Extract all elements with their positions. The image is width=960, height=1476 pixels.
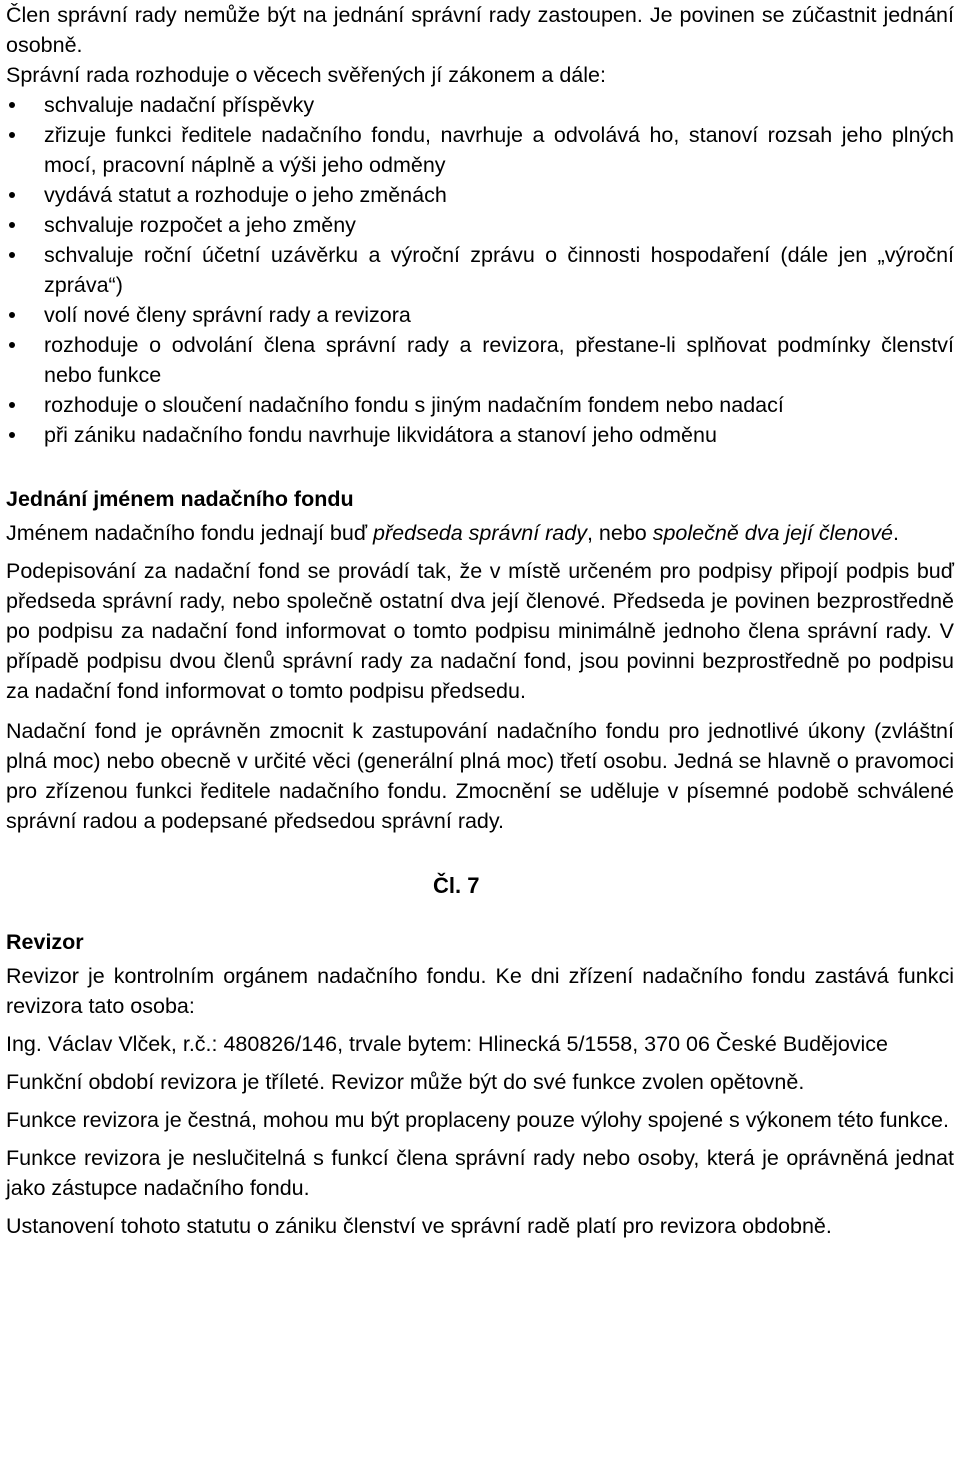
bullet-icon: [9, 252, 15, 258]
bullet-icon: [9, 132, 15, 138]
bullet-icon: [9, 312, 15, 318]
paragraph-revizor-role: Revizor je kontrolním orgánem nadačního fondu. Ke dni zřízení nadačního fondu zastává funkci revizora tato osoba:: [6, 964, 954, 1018]
list-item: rozhoduje o sloučení nadačního fondu s jiným nadačním fondem nebo nadací: [6, 390, 954, 420]
paragraph-board-intro: Správní rada rozhoduje o věcech svěřených jí zákonem a dále:: [6, 63, 606, 87]
paragraph-power-of-attorney: Nadační fond je oprávněn zmocnit k zastupování nadačního fondu pro jednotlivé úkony (zvláštní plná moc) nebo obecně v určité věci (generální plná moc) třetí osobu. Jedná se hlavně o pravomoci pro zřízenou funkci ředitele nadačního fondu. Zmocnění se uděluje v písemné podobě schválené správní radou a podepsané předsedou správní rady.: [6, 719, 954, 833]
list-item: rozhoduje o odvolání člena správní rady a revizora, přestane-li splňovat podmínky členství nebo funkce: [6, 330, 954, 390]
list-item: volí nové členy správní rady a revizora: [6, 300, 954, 330]
paragraph-revizor-person: Ing. Václav Vlček, r.č.: 480826/146, trvale bytem: Hlinecká 5/1558, 370 06 České Budějovice: [6, 1032, 889, 1056]
emphasis-two-members: společně dva její členové: [652, 521, 893, 545]
list-item: schvaluje nadační příspěvky: [6, 90, 954, 120]
list-item: zřizuje funkci ředitele nadačního fondu, navrhuje a odvolává ho, stanoví rozsah jeho plných mocí, pracovní náplně a výši jeho odměny: [6, 120, 954, 180]
bullet-icon: [9, 342, 15, 348]
paragraph-revizor-incompatibility: Funkce revizora je neslučitelná s funkcí člena správní rady nebo osoby, která je oprávněná jednat jako zástupce nadačního fondu.: [6, 1146, 954, 1200]
list-item: vydává statut a rozhoduje o jeho změnách: [6, 180, 954, 210]
paragraph-revizor-term: Funkční období revizora je tříleté. Revizor může být do své funkce zvolen opětovně.: [6, 1070, 805, 1094]
paragraph-member-attendance: Člen správní rady nemůže být na jednání správní rady zastoupen. Je povinen se zúčastnit jednání osobně.: [6, 3, 954, 57]
paragraph-revizor-honorary: Funkce revizora je čestná, mohou mu být proplaceny pouze výlohy spojené s výkonem této funkce.: [6, 1108, 949, 1132]
board-powers-list: [6, 90, 954, 450]
bullet-icon: [9, 102, 15, 108]
section-heading-jednani: Jednání jménem nadačního fondu: [6, 487, 354, 511]
emphasis-chairman: předseda správní rady: [373, 521, 587, 545]
bullet-icon: [9, 432, 15, 438]
section-heading-revizor: Revizor: [6, 930, 84, 954]
document-page: [6, 0, 954, 1241]
list-item: schvaluje roční účetní uzávěrku a výroční zprávu o činnosti hospodaření (dále jen „výroční zpráva“): [6, 240, 954, 300]
paragraph-revizor-termination: Ustanovení tohoto statutu o zániku členství ve správní radě platí pro revizora obdobně.: [6, 1214, 832, 1238]
list-item: při zániku nadačního fondu navrhuje likvidátora a stanoví jeho odměnu: [6, 420, 954, 450]
list-item: schvaluje rozpočet a jeho změny: [6, 210, 954, 240]
article-title: Čl. 7: [433, 873, 480, 898]
bullet-icon: [9, 402, 15, 408]
bullet-icon: [9, 222, 15, 228]
paragraph-acting-on-behalf: Jménem nadačního fondu jednají buď předseda správní rady, nebo společně dva její členové.: [6, 521, 899, 545]
bullet-icon: [9, 192, 15, 198]
paragraph-signing: Podepisování za nadační fond se provádí tak, že v místě určeném pro podpisy připojí podpis buď předseda správní rady, nebo společně ostatní dva její členové. Předseda je povinen bezprostředně po podpisu za nadační fond informovat o tomto podpisu minimálně jednoho člena správní rady. V případě podpisu dvou členů správní rady za nadační fond, jsou povinni bezprostředně po podpisu za nadační fond informovat o tomto podpisu předsedu.: [6, 559, 954, 703]
